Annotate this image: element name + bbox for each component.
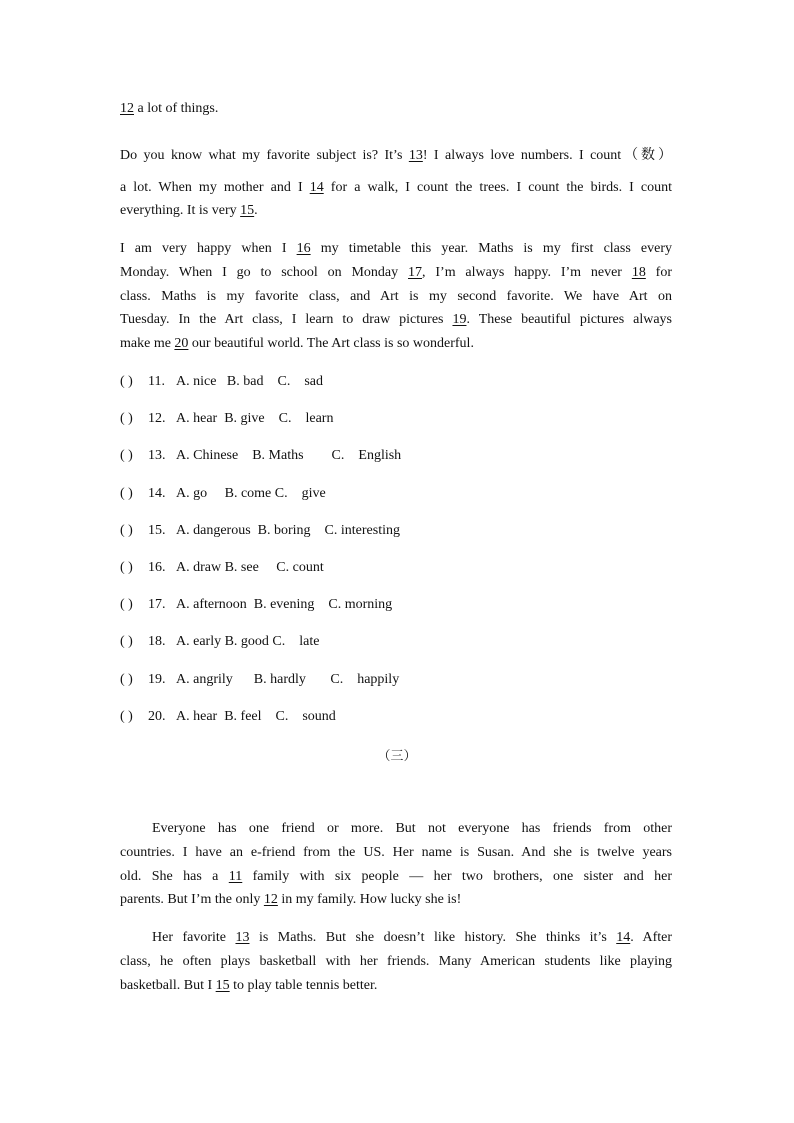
text-fragment: Tuesday. In the Art class, I learn to draw pictures	[120, 312, 453, 327]
answer-blank[interactable]: ( )	[120, 634, 133, 649]
blank-15: 15	[240, 203, 255, 218]
option-choices: A. hear B. feel C. sound	[176, 709, 336, 724]
section-title: （三）	[377, 749, 417, 764]
text-line	[120, 100, 672, 118]
answer-blank[interactable]: ( )	[120, 560, 133, 575]
text-fragment: Do you know what my favorite subject is? It’s	[120, 148, 409, 163]
paragraph-2-line-5	[120, 335, 672, 353]
option-row	[120, 559, 324, 577]
option-choices: A. draw B. see C. count	[176, 560, 324, 575]
text-fragment: .	[254, 203, 258, 218]
question-number: 17.	[148, 597, 166, 612]
blank-17: 17	[408, 265, 423, 280]
paragraph-2-line-1	[120, 240, 672, 258]
question-number: 16.	[148, 560, 166, 575]
text-fragment: everything. It is very	[120, 203, 241, 218]
question-number: 13.	[148, 448, 166, 463]
option-choices: A. nice B. bad C. sad	[176, 374, 323, 389]
text-fragment: for	[645, 265, 673, 280]
text-fragment: make me	[120, 336, 175, 351]
option-choices: A. Chinese B. Maths C. English	[176, 448, 402, 463]
option-choices: A. early B. good C. late	[176, 634, 320, 649]
answer-blank[interactable]: ( )	[120, 597, 133, 612]
paragraph-1-line-3	[120, 202, 672, 220]
question-number: 14.	[148, 486, 166, 501]
question-number: 11.	[148, 374, 165, 389]
answer-blank[interactable]: ( )	[120, 448, 133, 463]
text-fragment: . After	[630, 930, 672, 945]
question-number: 18.	[148, 634, 166, 649]
blank-12: 12	[263, 892, 278, 907]
paragraph-4-line-2: class, he often plays basketball with her friends. Many American students like playing	[120, 954, 672, 969]
option-row	[120, 708, 336, 726]
blank-18: 18	[631, 265, 646, 280]
paragraph-3-line-4	[120, 891, 672, 909]
text-fragment: ! I always love numbers. I count（数）	[422, 148, 672, 163]
text-fragment: , I’m always happy. I’m never	[422, 265, 632, 280]
text-fragment: our beautiful world. The Art class is so wonderful.	[188, 336, 474, 351]
text-fragment: in my family. How lucky she is!	[277, 892, 462, 907]
blank-19: 19	[452, 312, 467, 327]
text-fragment: . These beautiful pictures always	[466, 312, 672, 327]
paragraph-3-line-2: countries. I have an e-friend from the US. Her name is Susan. And she is twelve years	[120, 845, 672, 860]
text-fragment: a lot of things.	[137, 101, 219, 116]
paragraph-2-line-3: class. Maths is my favorite class, and Art is my second favorite. We have Art on	[120, 289, 672, 304]
option-choices: A. dangerous B. boring C. interesting	[176, 523, 400, 538]
text-fragment: old. She has a	[120, 869, 229, 884]
answer-blank[interactable]: ( )	[120, 523, 133, 538]
text-fragment: family with six people — her two brothers, one sister and her	[242, 869, 672, 884]
paragraph-3-line-1: Everyone has one friend or more. But not everyone has friends from other	[152, 821, 672, 836]
text-fragment: I am very happy when I	[120, 241, 297, 256]
text-fragment: is Maths. But she doesn’t like history. She thinks it’s	[249, 930, 617, 945]
paragraph-1-line-1	[120, 147, 672, 165]
answer-blank[interactable]: ( )	[120, 374, 133, 389]
blank-16: 16	[296, 241, 311, 256]
paragraph-4-line-3	[120, 977, 672, 995]
text-fragment: for a walk, I count the trees. I count the birds. I count	[323, 180, 673, 195]
paragraph-3-line-3	[120, 868, 672, 886]
paragraph-1-line-2	[120, 179, 672, 197]
question-number: 15.	[148, 523, 166, 538]
option-row	[120, 373, 323, 391]
paragraph-4-line-1	[120, 929, 672, 947]
paragraph-2-line-2	[120, 264, 672, 282]
option-choices: A. go B. come C. give	[176, 486, 326, 501]
option-row	[120, 671, 399, 689]
question-number: 12.	[148, 411, 166, 426]
answer-blank[interactable]: ( )	[120, 709, 133, 724]
answer-blank[interactable]: ( )	[120, 672, 133, 687]
text-fragment: Her favorite	[152, 930, 236, 945]
text-fragment: Monday. When I go to school on Monday	[120, 265, 409, 280]
option-choices: A. hear B. give C. learn	[176, 411, 334, 426]
text-fragment: my timetable this year. Maths is my first class every	[310, 241, 672, 256]
blank-13: 13	[408, 148, 423, 163]
option-row	[120, 485, 326, 503]
option-choices: A. afternoon B. evening C. morning	[176, 597, 393, 612]
option-row	[120, 522, 400, 540]
text-fragment: to play table tennis better.	[229, 978, 378, 993]
blank-15: 15	[215, 978, 230, 993]
answer-blank[interactable]: ( )	[120, 411, 133, 426]
option-choices: A. angrily B. hardly C. happily	[176, 672, 400, 687]
option-row	[120, 447, 401, 465]
blank-11: 11	[228, 869, 243, 884]
answer-blank[interactable]: ( )	[120, 486, 133, 501]
text-fragment: basketball. But I	[120, 978, 216, 993]
option-row	[120, 410, 333, 428]
option-row	[120, 596, 392, 614]
blank-14: 14	[616, 930, 631, 945]
blank-12: 12	[120, 101, 134, 116]
question-number: 19.	[148, 672, 166, 687]
blank-13: 13	[235, 930, 250, 945]
option-row	[120, 633, 319, 651]
blank-20: 20	[174, 336, 189, 351]
text-fragment: parents. But I’m the only	[120, 892, 264, 907]
blank-14: 14	[309, 180, 324, 195]
text-fragment: a lot. When my mother and I	[120, 180, 310, 195]
question-number: 20.	[148, 709, 166, 724]
paragraph-2-line-4	[120, 311, 672, 329]
